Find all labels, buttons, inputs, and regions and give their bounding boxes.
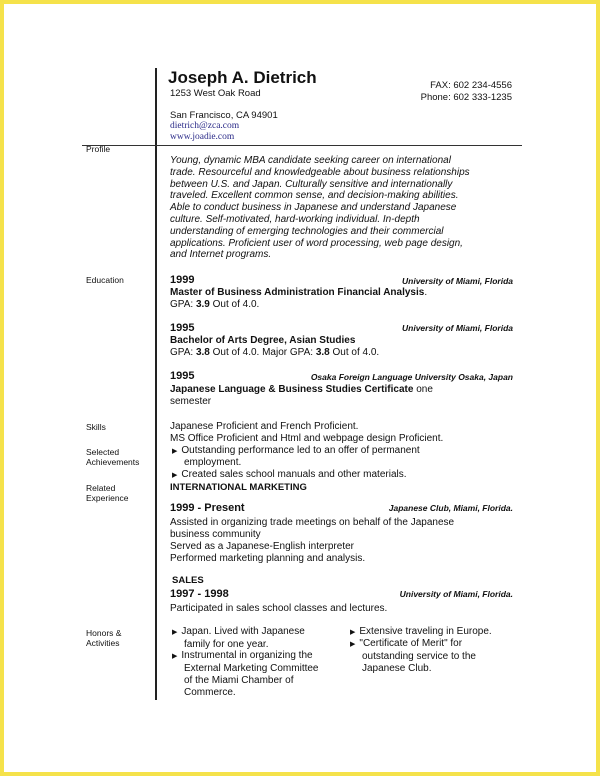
- bullet-arrow-icon: ▶: [172, 448, 178, 455]
- edu-2-degree: Bachelor of Arts Degree, Asian Studies: [170, 335, 356, 346]
- edu-3-line2: semester: [170, 396, 212, 407]
- edu-3-degree: Japanese Language & Business Studies Certificate one: [170, 384, 433, 395]
- website-link[interactable]: www.joadie.com: [170, 132, 235, 142]
- fax-number: FAX: 602 234-4556: [430, 80, 512, 91]
- job-2-organization: University of Miami, Florida.: [399, 589, 513, 599]
- label-achievements: Selected Achievements: [86, 447, 140, 467]
- job-2-period: 1997 - 1998: [170, 588, 229, 600]
- profile-text: Young, dynamic MBA candidate seeking career on international trade. Resourceful and knowledgeable about business relationships between U.S. and Japan. Culturally sensitive and internationally traveled. Excellent common sense, and decision-making abilities. Able to conduct business in Japanese and understand Japanese culture. Self-motivated, hard-working individual. In-depth understanding of emerging technologies and their commercial applications. Proficient user of word processing, web page design, and Internet programs.: [170, 155, 470, 261]
- edu-2-year: 1995: [170, 322, 195, 334]
- job-2-description: Participated in sales school classes and lectures.: [170, 603, 388, 614]
- edu-2-institution: University of Miami, Florida: [402, 323, 513, 333]
- bullet-arrow-icon: ▶: [172, 629, 178, 636]
- bullet-arrow-icon: ▶: [350, 641, 356, 648]
- label-experience: Related Experience: [86, 483, 129, 503]
- achievement-item: ▶ Created sales school manuals and other materials.: [172, 469, 407, 480]
- header-divider: [82, 145, 522, 146]
- honor-item: ▶ Japan. Lived with Japanese family for one year.: [172, 626, 305, 650]
- phone-number: Phone: 602 333-1235: [420, 92, 512, 103]
- edu-1-gpa: GPA: 3.9 Out of 4.0.: [170, 299, 260, 310]
- edu-1-degree: Master of Business Administration Financial Analysis.: [170, 287, 428, 298]
- label-profile: Profile: [86, 144, 111, 154]
- vertical-rule: [155, 68, 157, 700]
- experience-group-1-title: INTERNATIONAL MARKETING: [170, 482, 307, 493]
- skills-line-2: MS Office Proficient and Html and webpage design Proficient.: [170, 433, 444, 444]
- applicant-name: Joseph A. Dietrich: [168, 68, 317, 87]
- address-line-1: 1253 West Oak Road: [170, 88, 261, 99]
- bullet-arrow-icon: ▶: [350, 629, 356, 636]
- honor-item: ▶ Extensive traveling in Europe.: [350, 626, 492, 637]
- email-link[interactable]: dietrich@zca.com: [170, 121, 240, 131]
- experience-group-2-title: SALES: [172, 575, 204, 586]
- bullet-arrow-icon: ▶: [172, 653, 178, 660]
- bullet-arrow-icon: ▶: [172, 472, 178, 479]
- skills-line-1: Japanese Proficient and French Proficient.: [170, 421, 359, 432]
- edu-3-year: 1995: [170, 370, 195, 382]
- job-1-organization: Japanese Club, Miami, Florida.: [388, 503, 513, 513]
- edu-1-year: 1999: [170, 274, 195, 286]
- achievement-item: ▶ Outstanding performance led to an offer of permanent: [172, 445, 420, 456]
- edu-3-institution: Osaka Foreign Language University Osaka, Japan: [310, 372, 513, 382]
- job-1-period: 1999 - Present: [170, 502, 245, 514]
- honor-item: ▶ Instrumental in organizing the External Marketing Committee of the Miami Chamber of Commerce.: [172, 650, 319, 698]
- label-honors: Honors & Activities: [86, 628, 122, 648]
- achievement-item-continued: employment.: [184, 457, 242, 468]
- edu-2-gpa: GPA: 3.8 Out of 4.0. Major GPA: 3.8 Out of 4.0.: [170, 347, 380, 358]
- label-education: Education: [86, 275, 124, 285]
- job-1-description: Assisted in organizing trade meetings on behalf of the Japanese business community Served as a Japanese-English interpreter Performed marketing planning and analysis.: [170, 517, 455, 564]
- edu-1-institution: University of Miami, Florida: [402, 276, 513, 286]
- address-line-2: San Francisco, CA 94901: [170, 110, 278, 121]
- honor-item: ▶ "Certificate of Merit" for outstanding service to the Japanese Club.: [350, 638, 476, 674]
- label-skills: Skills: [86, 422, 106, 432]
